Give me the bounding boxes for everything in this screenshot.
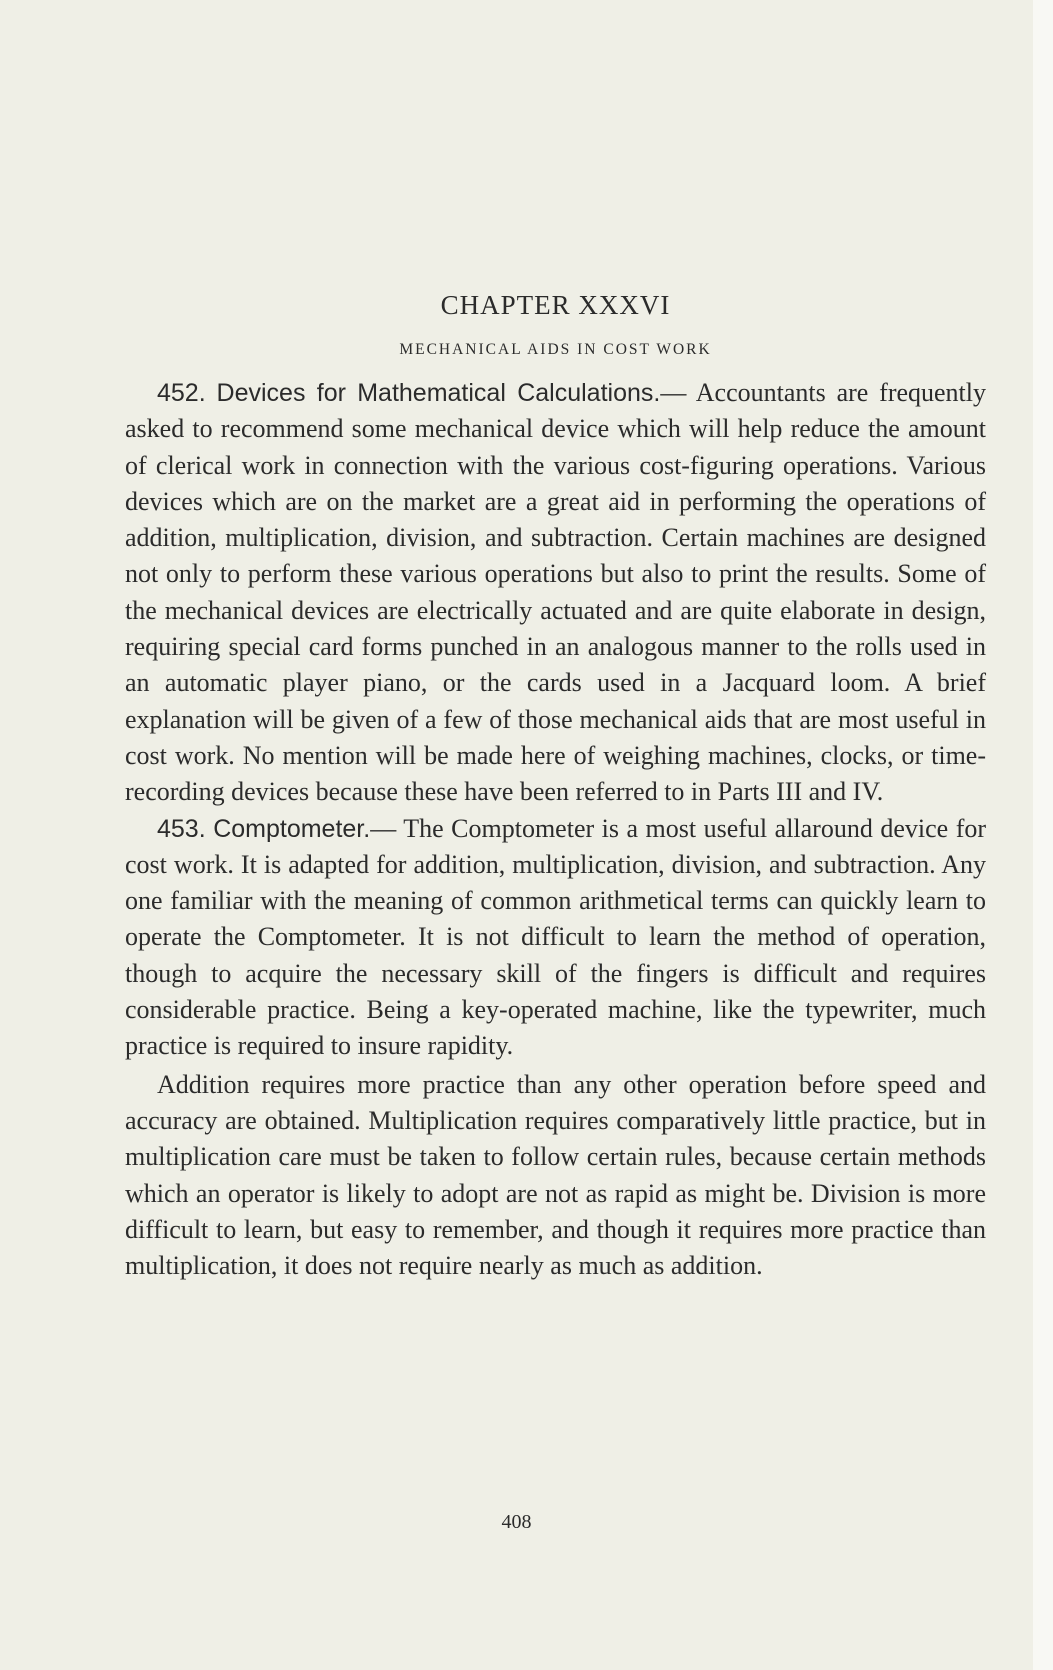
page-number: 408: [501, 1511, 532, 1533]
section-453-paragraph: [125, 811, 986, 1065]
chapter-subtitle: MECHANICAL AIDS IN COST WORK: [399, 341, 712, 358]
page-content: [125, 285, 986, 1284]
section-452-paragraph: [125, 375, 986, 811]
section-text: The Comptometer is a most useful allaround device for cost work. It is adapted for addition, multiplication, division, and subtraction. Any one familiar with the meaning of common arithmetical terms can quickly learn to operate the Comptometer. It is not difficult to learn the method of operation, though to acquire the necessary skill of the fingers is difficult and requires considerable practice. Being a key-operated machine, like the typewriter, much practice is required to insure rapidity.: [125, 813, 987, 1061]
section-title: Comptometer.: [213, 814, 371, 843]
section-number: 453.: [157, 814, 206, 843]
page-edge: [1033, 0, 1053, 1670]
chapter-title: CHAPTER XXXVI: [440, 290, 671, 320]
body-paragraph: Addition requires more practice than any other operation before speed and accuracy are obtained. Multiplication requires comparatively little practice, but in multiplication care must be taken to follow certain rules, because certain methods which an operator is likely to adopt are not as rapid as might be. Division is more difficult to learn, but easy to remember, and though it requires more practice than multiplication, it does not require nearly as much as addition.: [125, 1069, 986, 1281]
section-text: Accountants are frequently asked to recommend some mechanical device which will help reduce the amount of clerical work in connection with the various cost-figuring operations. Various devices which are on the market are a great aid in performing the operations of addition, multiplication, division, and subtraction. Certain machines are designed not only to perform these various operations but also to print the results. Some of the mechanical devices are electrically actuated and are quite elaborate in design, requiring special card forms punched in an analogous manner to the rolls used in an automatic player piano, or the cards used in a Jacquard loom. A brief explanation will be given of a few of those mechanical aids that are most useful in cost work. No mention will be made here of weighing machines, clocks, or time-recording devices because these have been referred to in Parts III and IV.: [125, 378, 987, 807]
section-dash: —: [370, 813, 397, 843]
section-number: 452.: [157, 379, 206, 407]
section-title: Devices for Mathematical Calculations.: [216, 379, 661, 407]
section-dash: —: [660, 378, 687, 407]
